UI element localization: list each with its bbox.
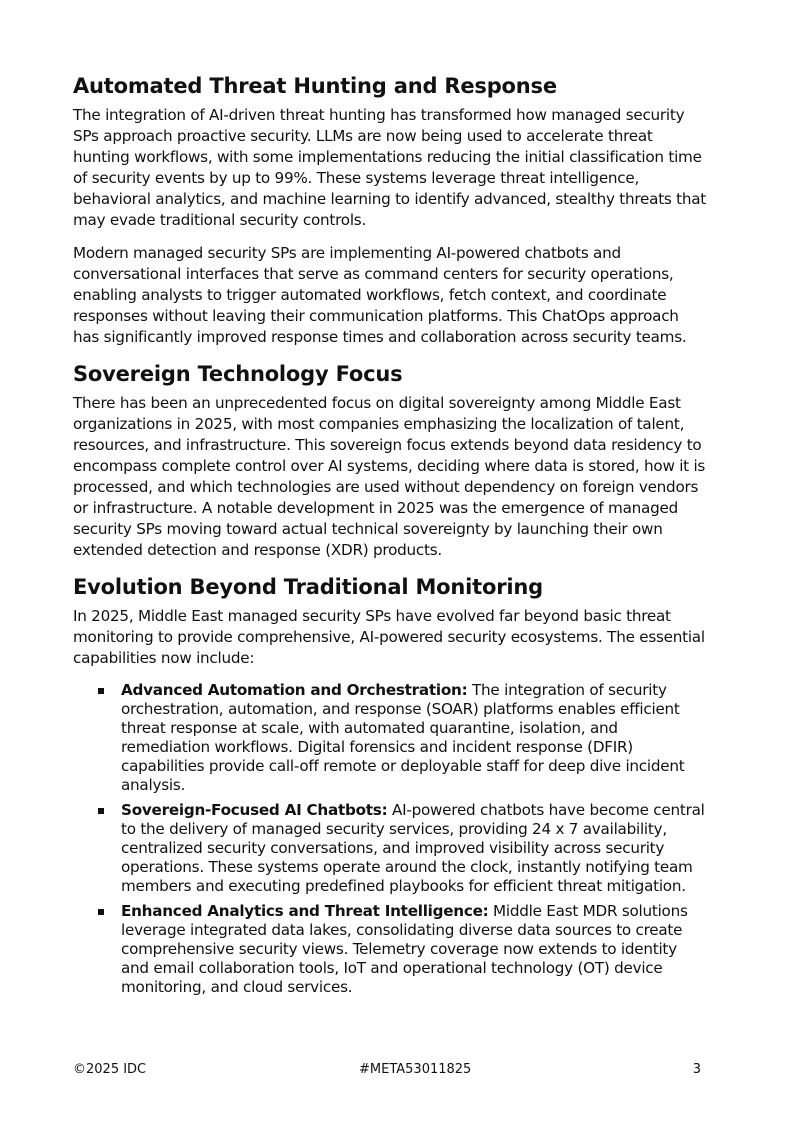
section-heading: Evolution Beyond Traditional Monitoring — [73, 575, 543, 599]
footer-page-number: 3 — [692, 1062, 701, 1077]
list-item — [121, 902, 708, 997]
square-bullet-icon — [98, 909, 104, 915]
list-item-text: Middle East MDR solutions leverage integrated data lakes, consolidating diverse data sources to create comprehensive security views. Telemetry coverage now extends to identity and email collaboration tools, IoT and operational technology (OT) device monitoring, and cloud services. — [121, 902, 688, 996]
section-heading: Automated Threat Hunting and Response — [73, 74, 557, 98]
section-heading: Sovereign Technology Focus — [73, 362, 403, 386]
list-item-text: The integration of security orchestration, automation, and response (SOAR) platforms enables efficient threat response at scale, with automated quarantine, isolation, and remediation workflows. Digital forensics and incident response (DFIR) capabilities provide call-off remote or deployable staff for deep dive incident analysis. — [121, 681, 685, 794]
square-bullet-icon — [98, 808, 104, 814]
footer-document-id: #META53011825 — [359, 1062, 472, 1077]
square-bullet-icon — [98, 688, 104, 694]
list-item-term: Enhanced Analytics and Threat Intelligence: — [121, 902, 489, 920]
footer-copyright: ©2025 IDC — [73, 1062, 147, 1077]
list-item-term: Advanced Automation and Orchestration: — [121, 681, 468, 699]
body-paragraph: Modern managed security SPs are implementing AI-powered chatbots and conversational interfaces that serve as command centers for security operations, enabling analysts to trigger automated workflows, fetch context, and coordinate responses without leaving their communication platforms. This ChatOps approach has significantly improved response times and collaboration across security teams. — [73, 244, 687, 346]
list-item — [121, 681, 708, 795]
body-paragraph: In 2025, Middle East managed security SPs have evolved far beyond basic threat monitoring to provide comprehensive, AI-powered security ecosystems. The essential capabilities now include: — [73, 607, 705, 667]
list-item-text: AI-powered chatbots have become central to the delivery of managed security services, providing 24 x 7 availability, centralized security conversations, and improved visibility across security operations. These systems operate around the clock, instantly notifying team members and executing predefined playbooks for efficient threat mitigation. — [121, 801, 705, 895]
section-threat-hunting — [73, 72, 708, 348]
section-evolution-monitoring — [73, 573, 708, 997]
list-item — [121, 801, 708, 896]
page-footer — [73, 1061, 701, 1079]
body-paragraph: The integration of AI-driven threat hunting has transformed how managed security SPs approach proactive security. LLMs are now being used to accelerate threat hunting workflows, with some implementations reducing the initial classification time of security events by up to 99%. These systems leverage threat intelligence, behavioral analytics, and machine learning to identify advanced, stealthy threats that may evade traditional security controls. — [73, 106, 706, 229]
capabilities-list — [73, 681, 708, 997]
body-paragraph: There has been an unprecedented focus on digital sovereignty among Middle East organizations in 2025, with most companies emphasizing the localization of talent, resources, and infrastructure. This sovereign focus extends beyond data residency to encompass complete control over AI systems, deciding where data is stored, how it is processed, and which technologies are used without dependency on foreign vendors or infrastructure. A notable development in 2025 was the emergence of managed security SPs moving toward actual technical sovereignty by launching their own extended detection and response (XDR) products. — [73, 394, 706, 559]
section-sovereign-technology — [73, 360, 708, 561]
list-item-term: Sovereign-Focused AI Chatbots: — [121, 801, 388, 819]
document-page — [73, 72, 708, 1003]
